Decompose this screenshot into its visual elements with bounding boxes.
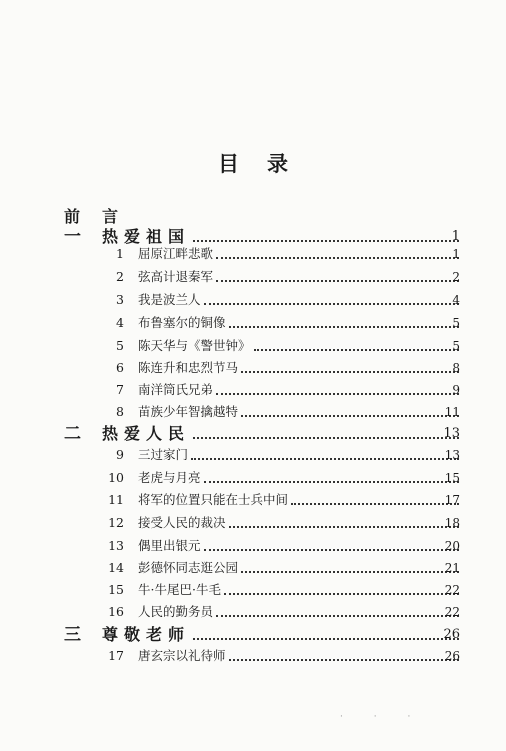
entry-number: 9 [116,447,124,462]
toc-entry-row [0,335,506,357]
entry-page-number: 5 [452,316,460,330]
dot-leader [224,593,459,595]
entry-page-number: 2 [452,270,460,284]
entry-number: 14 [108,560,124,575]
entry-number: 1 [116,246,124,261]
entry-title-line [138,512,462,534]
entry-number: 3 [116,292,124,307]
chapter-title: 热爱人民 [102,424,191,443]
entry-number: 4 [116,315,124,330]
entry-page-number: 21 [444,561,460,575]
toc-entry-row [0,489,506,511]
entry-title: 三过家门 [138,447,189,462]
dot-leader [241,371,459,373]
entry-title-line [138,557,462,579]
entry-title: 老虎与月亮 [138,470,201,485]
entry-title: 将军的位置只能在士兵中间 [138,492,289,507]
entry-title-line [138,266,462,288]
entry-title-line [138,357,462,379]
toc-entry-row [0,289,506,311]
entry-title: 陈天华与《警世钟》 [138,338,251,353]
entry-title: 弦高计退秦军 [138,269,214,284]
chapter-title: 热爱祖国 [102,227,191,246]
entry-title-line [138,467,462,489]
entry-page-number: 22 [444,605,460,619]
chapter-row [0,423,506,445]
entry-page-number: 1 [452,247,460,261]
entry-number: 2 [116,269,124,284]
entry-title-line [138,243,462,265]
chapter-page-number: 26 [443,627,460,642]
entry-number: 12 [108,515,124,530]
dot-leader [291,503,459,505]
entry-number: 7 [116,382,124,397]
toc-entry-row [0,645,506,667]
entry-title: 牛·牛尾巴·牛毛 [138,582,221,597]
entry-page-number: 26 [444,649,460,663]
dot-leader [193,638,459,640]
entry-title-line [138,601,462,623]
entry-title: 彭德怀同志逛公园 [138,560,239,575]
entry-title: 人民的勤务员 [138,604,214,619]
dot-leader [216,393,459,395]
toc-entry-row [0,579,506,601]
dot-leader [216,615,459,617]
dot-leader [204,549,459,551]
entry-title-line [138,579,462,601]
entry-page-number: 13 [444,448,460,462]
entry-title-line [138,444,462,466]
entry-title: 我是波兰人 [138,292,201,307]
dot-leader [241,571,459,573]
dot-leader [204,481,459,483]
dot-leader [229,526,459,528]
chapter-title: 尊敬老师 [102,625,191,644]
entry-title-line [138,535,462,557]
toc-entry-row [0,557,506,579]
toc-entry-row [0,535,506,557]
entry-title-line [138,335,462,357]
chapter-page-number: 13 [443,426,460,441]
dot-leader [216,257,459,259]
entry-page-number: 8 [452,361,460,375]
toc-entry-row [0,401,506,423]
entry-page-number: 18 [444,516,460,530]
entry-title-line [138,289,462,311]
dot-leader [204,303,459,305]
entry-number: 16 [108,604,124,619]
entry-number: 10 [108,470,124,485]
entry-number: 8 [116,404,124,419]
entry-number: 13 [108,538,124,553]
entry-number: 6 [116,360,124,375]
entry-title: 布鲁塞尔的铜像 [138,315,226,330]
toc-entry-row [0,467,506,489]
toc-entry-row [0,243,506,265]
entry-page-number: 11 [444,405,460,419]
toc-entry-row [0,444,506,466]
chapter-number: 二 [64,424,81,444]
toc-entry-row [0,512,506,534]
dot-leader [216,280,459,282]
entry-title: 屈原江畔悲歌 [138,246,214,261]
chapter-row [0,624,506,646]
chapter-title-line [102,624,462,646]
toc-entry-row [0,379,506,401]
chapter-number: 一 [64,227,81,247]
dot-leader [193,240,459,242]
entry-number: 17 [108,648,124,663]
scan-specks: · · · [340,712,425,722]
dot-leader [193,437,459,439]
page-title: 目录 [218,151,316,176]
entry-number: 15 [108,582,124,597]
toc-entry-row [0,312,506,334]
entry-page-number: 5 [452,339,460,353]
entry-title: 唐玄宗以礼待师 [138,648,226,663]
dot-leader [241,415,459,417]
toc-entry-row [0,266,506,288]
toc-entry-row [0,357,506,379]
entry-title: 苗族少年智擒越特 [138,404,239,419]
chapter-page-number: 1 [451,229,460,244]
front-matter-heading: 前言 [64,207,141,226]
dot-leader [229,326,459,328]
entry-title-line [138,489,462,511]
toc-entry-row [0,601,506,623]
entry-title: 接受人民的裁决 [138,515,226,530]
entry-number: 11 [108,492,124,507]
dot-leader [191,458,459,460]
entry-page-number: 22 [444,583,460,597]
entry-title-line [138,312,462,334]
entry-page-number: 15 [444,471,460,485]
entry-title: 偶里出银元 [138,538,201,553]
entry-page-number: 4 [452,293,460,307]
entry-title-line [138,379,462,401]
entry-title: 陈连升和忠烈节马 [138,360,239,375]
entry-page-number: 17 [444,493,460,507]
entry-page-number: 9 [452,383,460,397]
entry-title: 南洋筒氏兄弟 [138,382,214,397]
chapter-title-line [102,423,462,445]
dot-leader [229,659,459,661]
entry-page-number: 20 [444,539,460,553]
dot-leader [254,349,459,351]
chapter-number: 三 [64,625,81,645]
entry-number: 5 [116,338,124,353]
entry-title-line [138,645,462,667]
entry-title-line [138,401,462,423]
